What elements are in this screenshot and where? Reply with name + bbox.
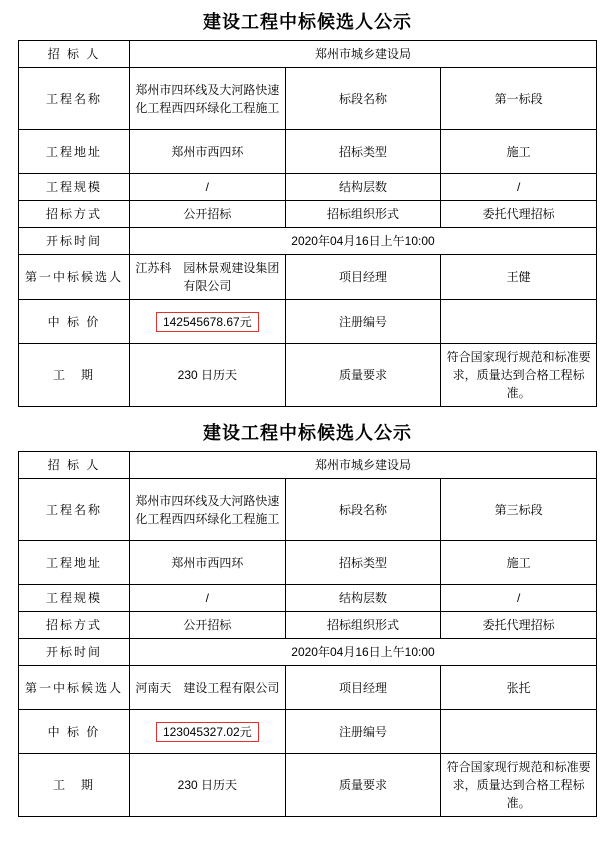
project-scale-label: 工程规模 <box>19 174 130 201</box>
structure-floors-value: / <box>441 174 597 201</box>
first-candidate-value: 河南天 建设工程有限公司 <box>130 666 286 710</box>
project-manager-value: 王健 <box>441 255 597 300</box>
first-candidate-label: 第一中标候选人 <box>19 666 130 710</box>
table-row <box>19 754 597 817</box>
bidding-org-form-value: 委托代理招标 <box>441 612 597 639</box>
table-row <box>19 68 597 130</box>
table-row <box>19 639 597 666</box>
bid-announcement-block-1 <box>18 8 597 407</box>
project-address-label: 工程地址 <box>19 130 130 174</box>
bidding-org-form-value: 委托代理招标 <box>441 201 597 228</box>
project-name-label: 工程名称 <box>19 68 130 130</box>
table-row <box>19 585 597 612</box>
open-time-label: 开标时间 <box>19 228 130 255</box>
tenderer-label: 招 标 人 <box>19 41 130 68</box>
table-row <box>19 130 597 174</box>
quality-value: 符合国家现行规范和标准要求，质量达到合格工程标准。 <box>441 344 597 407</box>
project-scale-label: 工程规模 <box>19 585 130 612</box>
quality-value: 符合国家现行规范和标准要求，质量达到合格工程标准。 <box>441 754 597 817</box>
table-row <box>19 344 597 407</box>
bid-table-2 <box>18 451 597 817</box>
register-no-value <box>441 710 597 754</box>
table-row <box>19 541 597 585</box>
table-row <box>19 228 597 255</box>
bid-type-label: 招标类型 <box>285 130 441 174</box>
quality-label: 质量要求 <box>285 344 441 407</box>
tenderer-value: 郑州市城乡建设局 <box>130 41 597 68</box>
bidding-method-label: 招标方式 <box>19 201 130 228</box>
bidding-method-value: 公开招标 <box>130 612 286 639</box>
section-name-value: 第三标段 <box>441 479 597 541</box>
bid-type-value: 施工 <box>441 541 597 585</box>
table-row <box>19 612 597 639</box>
register-no-value <box>441 300 597 344</box>
project-address-value: 郑州市西四环 <box>130 541 286 585</box>
project-manager-value: 张托 <box>441 666 597 710</box>
bid-table-1 <box>18 40 597 407</box>
project-scale-value: / <box>130 585 286 612</box>
structure-floors-label: 结构层数 <box>285 174 441 201</box>
table-row <box>19 300 597 344</box>
page-title: 建设工程中标候选人公示 <box>203 12 412 32</box>
table-row <box>19 479 597 541</box>
table-row <box>19 41 597 68</box>
document-page <box>0 8 615 817</box>
bid-price-label: 中 标 价 <box>19 300 130 344</box>
bid-price-cell <box>130 710 286 754</box>
structure-floors-label: 结构层数 <box>285 585 441 612</box>
project-manager-label: 项目经理 <box>285 666 441 710</box>
project-manager-label: 项目经理 <box>285 255 441 300</box>
bid-price-cell <box>130 300 286 344</box>
bid-price-label: 中 标 价 <box>19 710 130 754</box>
project-scale-value: / <box>130 174 286 201</box>
open-time-label: 开标时间 <box>19 639 130 666</box>
project-name-value: 郑州市四环线及大河路快速化工程西四环绿化工程施工 <box>130 479 286 541</box>
duration-label: 工 期 <box>19 344 130 407</box>
table-row <box>19 201 597 228</box>
section-name-label: 标段名称 <box>285 68 441 130</box>
open-time-value: 2020年04月16日上午10:00 <box>130 639 597 666</box>
table-row <box>19 452 597 479</box>
bid-price-value: 123045327.02元 <box>156 722 259 742</box>
tenderer-value: 郑州市城乡建设局 <box>130 452 597 479</box>
first-candidate-label: 第一中标候选人 <box>19 255 130 300</box>
bidding-org-form-label: 招标组织形式 <box>285 201 441 228</box>
section-name-label: 标段名称 <box>285 479 441 541</box>
table-row <box>19 666 597 710</box>
page-title-2: 建设工程中标候选人公示 <box>203 423 412 443</box>
project-name-label: 工程名称 <box>19 479 130 541</box>
project-address-value: 郑州市西四环 <box>130 130 286 174</box>
register-no-label: 注册编号 <box>285 710 441 754</box>
section-name-value: 第一标段 <box>441 68 597 130</box>
duration-value: 230 日历天 <box>130 754 286 817</box>
table-row <box>19 174 597 201</box>
bid-type-label: 招标类型 <box>285 541 441 585</box>
bid-type-value: 施工 <box>441 130 597 174</box>
tenderer-label: 招 标 人 <box>19 452 130 479</box>
bidding-org-form-label: 招标组织形式 <box>285 612 441 639</box>
table-row <box>19 255 597 300</box>
open-time-value: 2020年04月16日上午10:00 <box>130 228 597 255</box>
project-name-value: 郑州市四环线及大河路快速化工程西四环绿化工程施工 <box>130 68 286 130</box>
bid-announcement-block-2 <box>18 419 597 817</box>
quality-label: 质量要求 <box>285 754 441 817</box>
structure-floors-value: / <box>441 585 597 612</box>
register-no-label: 注册编号 <box>285 300 441 344</box>
duration-value: 230 日历天 <box>130 344 286 407</box>
first-candidate-value: 江苏科 园林景观建设集团有限公司 <box>130 255 286 300</box>
project-address-label: 工程地址 <box>19 541 130 585</box>
duration-label: 工 期 <box>19 754 130 817</box>
bid-price-value: 142545678.67元 <box>156 312 259 332</box>
bidding-method-label: 招标方式 <box>19 612 130 639</box>
table-row <box>19 710 597 754</box>
bidding-method-value: 公开招标 <box>130 201 286 228</box>
